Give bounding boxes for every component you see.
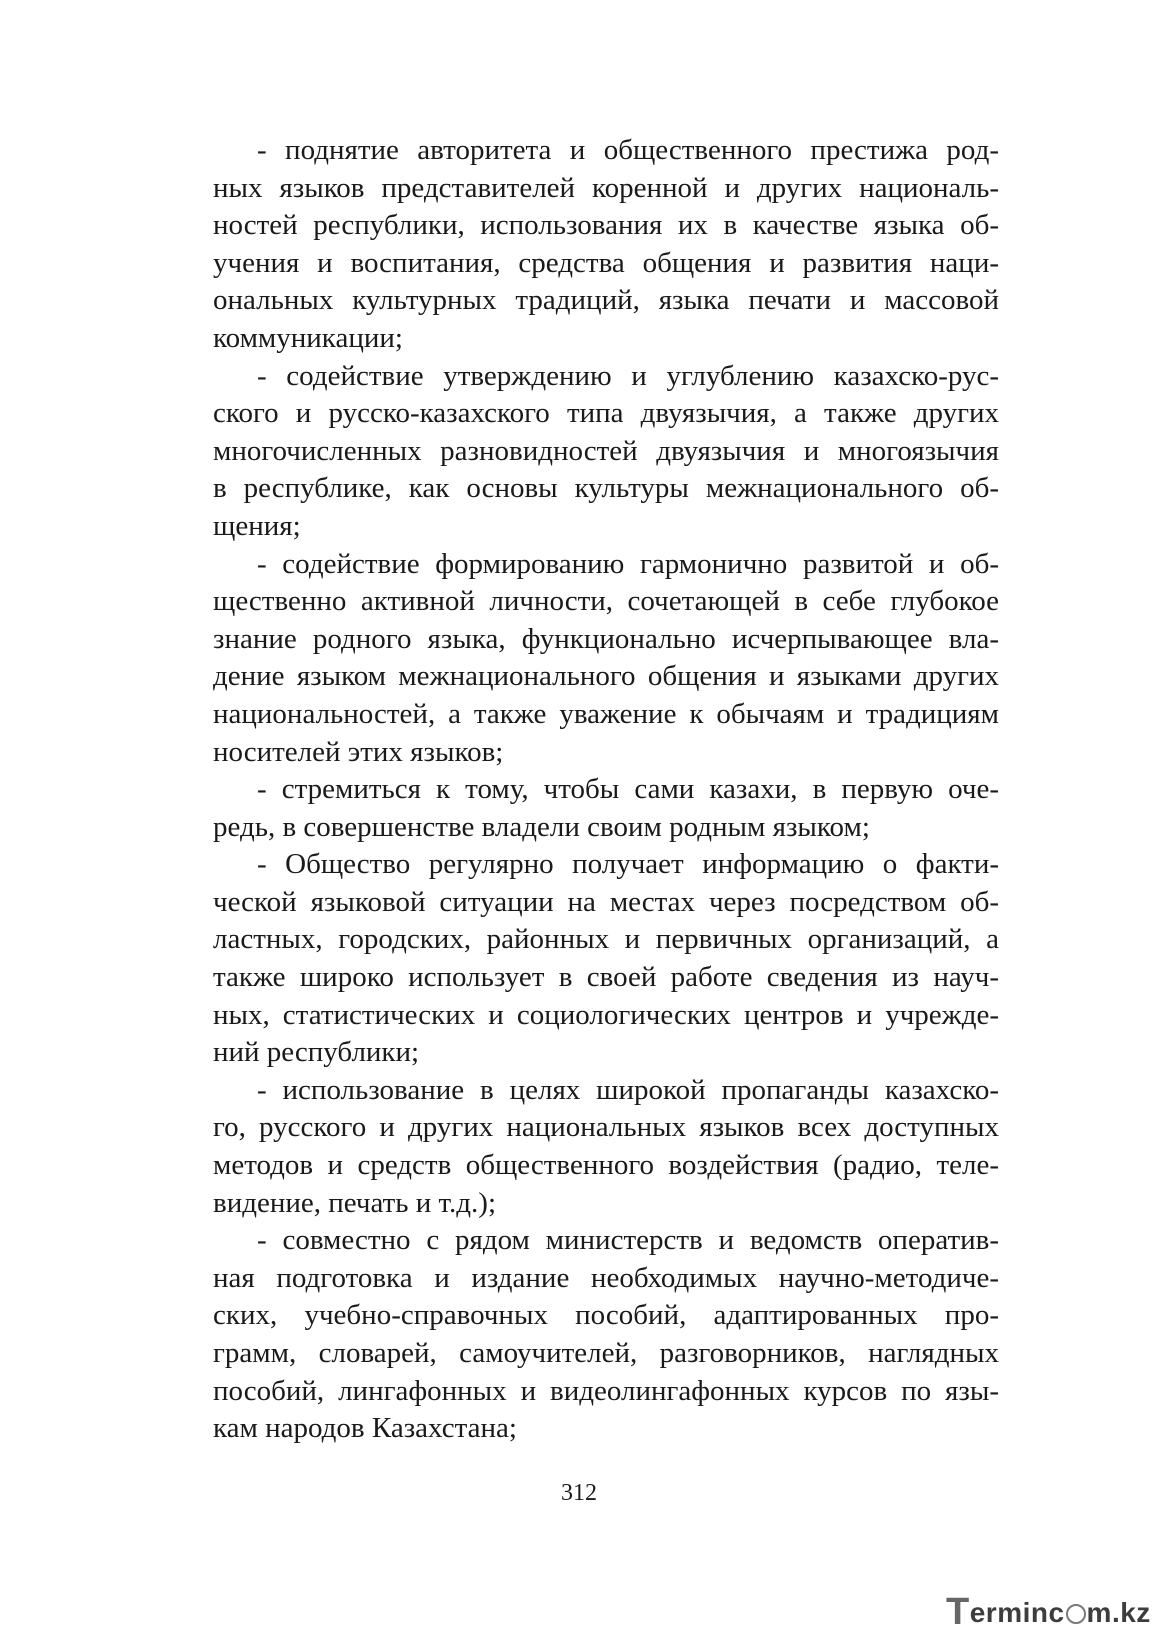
text-line: - поднятие авторитета и общественного престижа род- [257,134,999,166]
text-line: - использование в целях широкой пропаганды казахско- [257,1073,999,1106]
text-line: методов и средств общественного воздействия (радио, теле- [213,1149,999,1182]
text-line: знание родного языка, функционально исчерпывающее вла- [213,622,999,655]
text-line: ностей республики, использования их в качестве языка об- [213,209,999,242]
text-line: ских, учебно-справочных пособий, адаптированных про- [213,1299,999,1332]
text-line: дение языком межнационального общения и языками других [213,660,999,693]
text-line: - содействие формированию гармонично развитой и об- [257,547,999,580]
paragraph [213,1072,999,1222]
text-line: национальностей, а также уважение к обычаям и традициям [213,697,999,730]
text-line: - совместно с рядом министерств и ведомств оператив- [257,1224,999,1257]
watermark-text: erminc [969,1597,1065,1628]
text-line: щения; [213,509,301,542]
text-line: носителей этих языков; [213,735,504,768]
text-line: пособий, лингафонных и видеолингафонных курсов по язы- [213,1374,999,1407]
text-line: ная подготовка и издание необходимых научно-методиче- [213,1261,999,1294]
text-line: ний республики; [213,1036,420,1069]
text-line: многочисленных разновидностей двуязычия и многоязычия [213,434,999,467]
page-number: 312 [561,1480,597,1506]
text-line: ского и русско-казахского типа двуязычия, а также других [213,397,999,430]
text-line: - стремиться к тому, чтобы сами казахи, в первую оче- [257,773,999,806]
text-line: - содействие утверждению и углублению казахско-рус- [257,359,999,392]
page-body [213,132,999,1448]
text-line: коммуникации; [213,321,403,354]
text-line: ональных культурных традиций, языка печати и массовой [213,284,999,317]
text-line: в республике, как основы культуры межнационального об- [213,472,999,505]
text-line: ластных, городских, районных и первичных организаций, а [213,923,999,956]
text-line: грамм, словарей, самоучителей, разговорников, наглядных [213,1337,999,1369]
paragraph [213,771,999,846]
text-line: редь, в совершенстве владели своим родным языком; [213,810,870,843]
text-line: видение, печать и т.д.); [213,1186,497,1219]
text-line: также широко использует в своей работе сведения из науч- [213,961,999,994]
text-line: го, русского и других национальных языков всех доступных [213,1111,999,1144]
text-line: - Общество регулярно получает информацию о факти- [257,848,999,881]
paragraph [213,132,999,358]
paragraph [213,846,999,1072]
text-line: ческой языковой ситуации на местах через посредством об- [213,885,999,918]
paragraph [213,1222,999,1448]
globe-icon [1066,1604,1086,1624]
text-line: ных, статистических и социологических центров и учрежде- [213,998,999,1031]
watermark-text: m.kz [1086,1597,1151,1628]
watermark-text: T [946,1591,970,1633]
paragraph [213,546,999,772]
text-line: ных языков представителей коренной и других националь- [213,171,999,204]
text-line: учения и воспитания, средства общения и развития наци- [213,246,999,279]
text-line: щественно активной личности, сочетающей в себе глубокое [213,585,999,618]
text-line: кам народов Казахстана; [213,1412,517,1445]
watermark-logo [946,1592,1151,1632]
paragraph [213,358,999,546]
